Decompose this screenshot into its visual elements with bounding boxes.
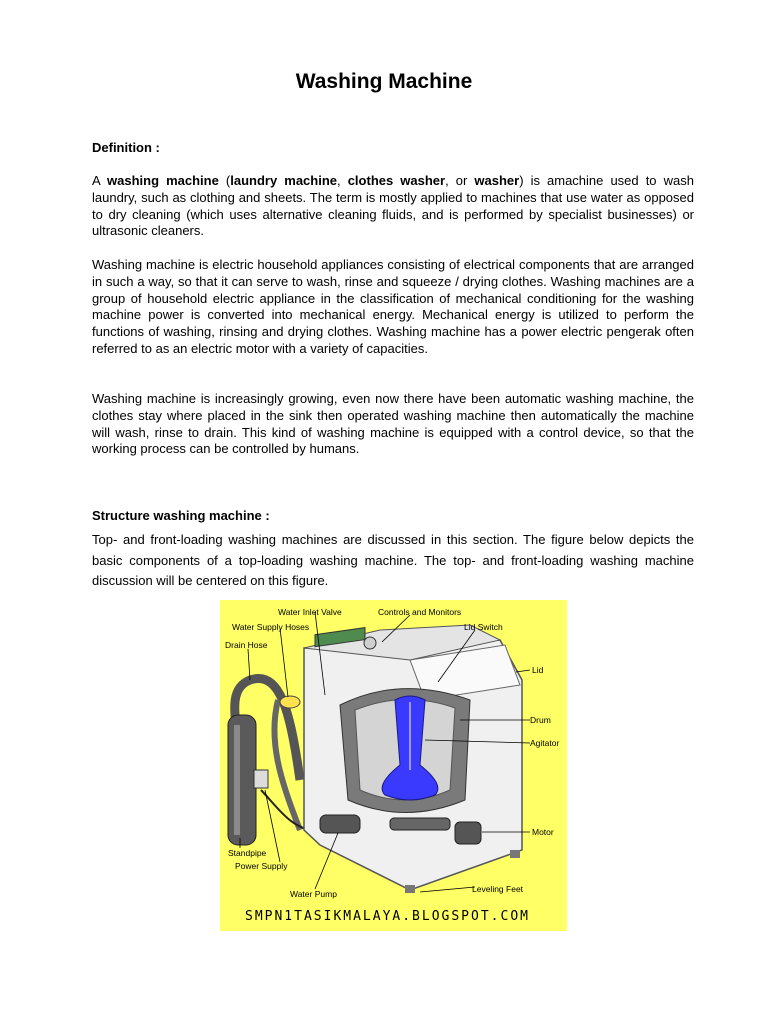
label-lid-switch: Lid Switch: [464, 622, 503, 632]
text-a: A: [92, 173, 100, 188]
term-clothes-washer: clothes washer: [347, 173, 446, 188]
label-agitator: Agitator: [530, 738, 560, 748]
label-water-inlet-valve: Water Inlet Valve: [278, 607, 342, 617]
structure-paragraph: Top- and front-loading washing machines are discussed in this section. The figure below depicts the basic components of a top-loading washing machine. The top- and front-loading washing machine discussion will be centered on this figure.: [92, 532, 694, 588]
comma-or: , or: [445, 173, 468, 188]
page-title: Washing Machine: [295, 70, 473, 93]
label-controls-and-monitors: Controls and Monitors: [378, 607, 462, 617]
label-motor: Motor: [532, 827, 554, 837]
figure-watermark: SMPN1TASIKMALAYA.BLOGSPOT.COM: [245, 909, 530, 924]
label-lid: Lid: [532, 665, 544, 675]
term-washer: washer: [474, 173, 520, 188]
label-power-supply: Power Supply: [235, 861, 288, 871]
hose-fitting-shape: [280, 696, 300, 708]
power-outlet: [254, 770, 268, 788]
structure-heading: Structure washing machine :: [92, 508, 270, 523]
paren-open: (: [225, 173, 231, 188]
definition-paragraph-3: Washing machine is increasingly growing, even now there have been automatic washing machine, the clothes stay where placed in the sink then operated washing machine then automatically the machine will wash, rinse to drain. This kind of washing machine is equipped with a control device, so that the working process can be controlled by humans.: [92, 391, 694, 457]
motor-shape: [455, 822, 481, 844]
label-standpipe: Standpipe: [228, 848, 267, 858]
definition-paragraph-1: [92, 173, 694, 240]
definition-rest: ) is amachine used to wash laundry, such as clothing and sheets. The term is mostly applied to machines that use water as opposed to dry cleaning (which uses alternative cleaning fluids, and is performed by specialist businesses) or ultrasonic cleaners.: [92, 173, 694, 239]
definition-heading: Definition :: [92, 140, 160, 155]
term-laundry-machine: laundry machine: [230, 173, 338, 188]
leveling-foot: [510, 850, 520, 858]
label-water-pump: Water Pump: [290, 889, 337, 899]
water-pump-shape: [320, 815, 360, 833]
standpipe-shape: [228, 715, 256, 845]
standpipe-highlight: [234, 725, 240, 835]
label-drum: Drum: [530, 715, 551, 725]
comma: ,: [337, 173, 341, 188]
washing-machine-figure: [220, 600, 567, 931]
control-knob: [364, 637, 376, 649]
definition-paragraph-2: Washing machine is electric household appliances consisting of electrical components that are arranged in such a way, so that it can serve to wash, rinse and squeeze / drying clothes. Washing machines are a group of household electric appliance in the classification of mechanical conditioning for the washing machine power is converted into mechanical energy. Mechanical energy is utilized to perform the functions of washing, rinsing and drying clothes. Washing machine has a power electric pengerak often referred to as an electric motor with a variety of capacities.: [92, 257, 694, 356]
term-washing-machine: washing machine: [107, 173, 219, 188]
label-water-supply-hoses: Water Supply Hoses: [232, 622, 310, 632]
washing-machine-diagram: [220, 600, 567, 931]
label-leveling-feet: Leveling Feet: [472, 884, 524, 894]
leveling-foot: [405, 885, 415, 893]
label-drain-hose: Drain Hose: [225, 640, 268, 650]
transmission-shape: [390, 818, 450, 830]
